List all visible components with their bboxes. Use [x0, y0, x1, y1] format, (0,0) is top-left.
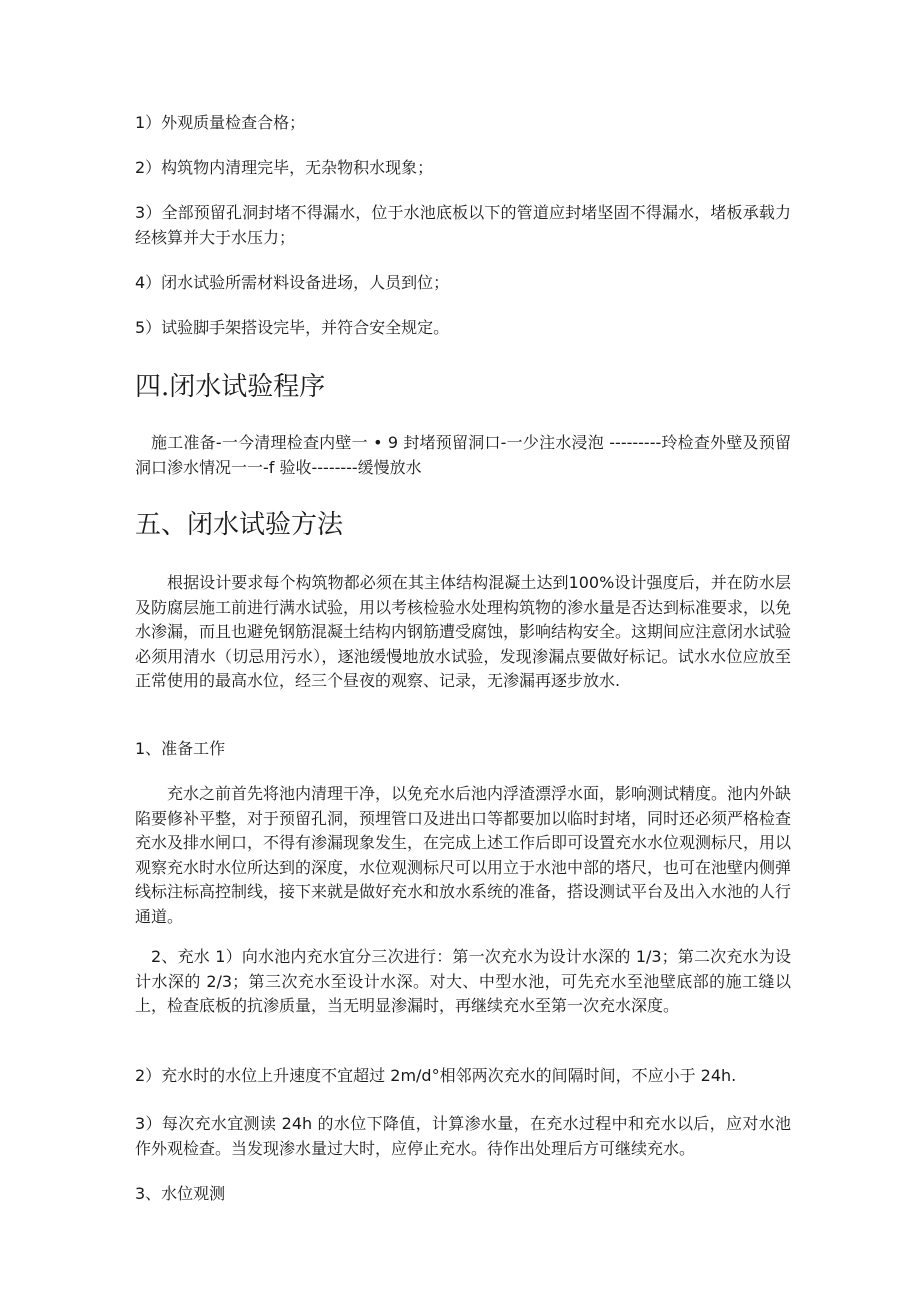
procedure-paragraph: 施工准备-一今清理检查内壁一 • 9 封堵预留洞口-一少注水浸泡 ---------玲检查外壁及预留洞口渗水情况一一-f 验收--------缓慢放水: [135, 433, 791, 477]
section-heading-5: 五、闭水试验方法: [135, 510, 344, 540]
filling-item-3: 3）每次充水宜测读 24h 的水位下降值，计算渗水量，在充水过程中和充水以后，应对水池作外观检查。当发现渗水量过大时，应停止充水。待作出处理后方可继续充水。: [135, 1114, 791, 1158]
list-item: 1）外观质量检查合格；: [135, 113, 306, 132]
filling-item-2: 2）充水时的水位上升速度不宜超过 2m∕d°相邻两次充水的间隔时间，不应小于 24h.: [135, 1066, 737, 1085]
list-item: 3）全部预留孔洞封堵不得漏水，位于水池底板以下的管道应封堵坚固不得漏水，堵板承载力经核算并大于水压力；: [135, 203, 791, 247]
section-heading-4: 四.闭水试验程序: [135, 372, 326, 402]
list-item: 5）试验脚手架搭设完毕，并符合安全规定。: [135, 318, 450, 337]
list-item: 2）构筑物内清理完毕，无杂物积水现象；: [135, 158, 434, 177]
filling-paragraph: 2、充水 1）向水池内充水宜分三次进行：第一次充水为设计水深的 1/3；第二次充水为设计水深的 2/3；第三次充水至设计水深。对大、中型水池，可先充水至池壁底部的施工缝以上，检查底板的抗渗质量，当无明显渗漏时，再继续充水至第一次充水深度。: [135, 947, 791, 1015]
method-intro-paragraph: 根据设计要求每个构筑物都必须在其主体结构混凝土达到100%设计强度后，并在防水层及防腐层施工前进行满水试验，用以考核检验水处理构筑物的渗水量是否达到标准要求，以免水渗漏，而且也避免钢筋混凝土结构内钢筋遭受腐蚀，影响结构安全。这期间应注意闭水试验必须用清水（切忌用污水），逐池缓慢地放水试验，发现渗漏点要做好标记。试水水位应放至正常使用的最高水位，经三个昼夜的观察、记录，无渗漏再逐步放水.: [135, 573, 792, 690]
list-item: 4）闭水试验所需材料设备进场，人员到位；: [135, 273, 450, 292]
preparation-paragraph: 充水之前首先将池内清理干净，以免充水后池内浮渣漂浮水面，影响测试精度。池内外缺陷要修补平整，对于预留孔洞，预埋管口及进出口等都要加以临时封堵，同时还必须严格检查充水及排水闸口，不得有渗漏现象发生，在完成上述工作后即可设置充水水位观测标尺，用以观察充水时水位所达到的深度，水位观测标尺可以用立于水池中部的塔尺，也可在池壁内侧弹线标注标高控制线，接下来就是做好充水和放水系统的准备，搭设测试平台及出入水池的人行通道。: [135, 784, 792, 926]
subsection-title-preparation: 1、准备工作: [135, 739, 226, 758]
subsection-title-water-level: 3、水位观测: [135, 1184, 226, 1203]
